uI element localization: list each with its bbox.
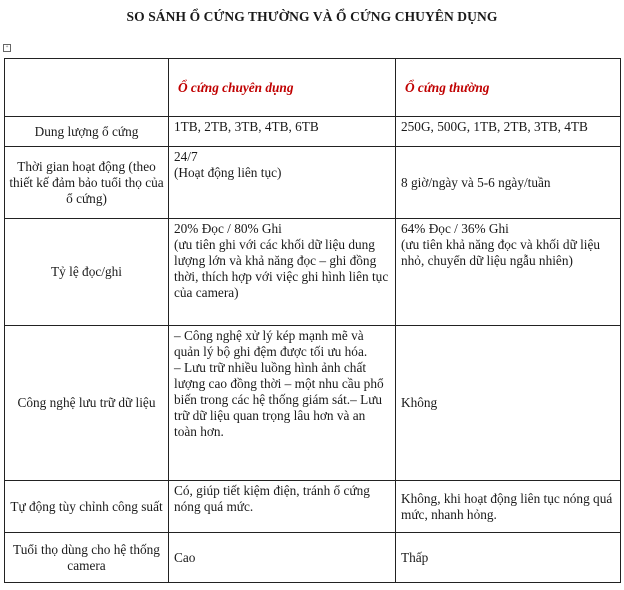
specialized-capacity: 1TB, 2TB, 3TB, 4TB, 6TB — [169, 117, 396, 147]
regular-ratio-note: (ưu tiên khả năng đọc và khối dữ liệu nhỏ, chuyển dữ liệu ngẫu nhiên) — [401, 237, 601, 268]
specialized-operating-time-note: (Hoạt động liên tục) — [174, 165, 282, 180]
regular-ratio-value: 64% Đọc / 36% Ghi — [401, 221, 509, 236]
regular-operating-time: 8 giờ/ngày và 5-6 ngày/tuần — [396, 147, 621, 219]
header-empty-cell — [5, 59, 169, 117]
specialized-lifespan: Cao — [169, 533, 396, 583]
criterion-operating-time: Thời gian hoạt động (theo thiết kế đảm bảo tuổi thọ của ổ cứng) — [5, 147, 169, 219]
specialized-operating-time — [169, 147, 396, 219]
header-regular: Ổ cứng thường — [396, 59, 621, 117]
regular-auto-power: Không, khi hoạt động liên tục nóng quá mức, nhanh hỏng. — [396, 481, 621, 533]
criterion-capacity: Dung lượng ổ cứng — [5, 117, 169, 147]
specialized-auto-power: Có, giúp tiết kiệm điện, tránh ổ cứng nóng quá mức. — [169, 481, 396, 533]
specialized-read-write-ratio — [169, 219, 396, 326]
table-row — [5, 326, 621, 481]
table-row — [5, 219, 621, 326]
table-row — [5, 117, 621, 147]
specialized-tech-point-2: – Lưu trữ nhiều luồng hình ảnh chất lượng cao đồng thời – một nhu cầu phổ biến trong các hệ thống giám sát.– Lưu trữ dữ liệu quan trọng lâu hơn và an toàn hơn. — [174, 360, 384, 439]
specialized-ratio-note: (ưu tiên ghi với các khối dữ liệu dung lượng lớn và khả năng đọc – ghi đồng thời, thích hợp với việc ghi hình liên tục của camera) — [174, 237, 389, 300]
specialized-tech-point-1: – Công nghệ xử lý kép mạnh mẽ và quản lý bộ ghi đệm được tối ưu hóa. — [174, 328, 368, 359]
regular-read-write-ratio — [396, 219, 621, 326]
criterion-read-write-ratio: Tỷ lệ đọc/ghi — [5, 219, 169, 326]
regular-storage-technology: Không — [396, 326, 621, 481]
criterion-storage-technology: Công nghệ lưu trữ dữ liệu — [5, 326, 169, 481]
criterion-auto-power: Tự động tùy chỉnh công suất — [5, 481, 169, 533]
document-title: SO SÁNH Ổ CỨNG THƯỜNG VÀ Ổ CỨNG CHUYÊN DỤNG — [126, 9, 498, 24]
comparison-table — [4, 58, 621, 583]
table-row — [5, 533, 621, 583]
specialized-storage-technology — [169, 326, 396, 481]
specialized-ratio-value: 20% Đọc / 80% Ghi — [174, 221, 282, 236]
specialized-operating-time-value: 24/7 — [174, 149, 198, 164]
table-row — [5, 481, 621, 533]
header-specialized: Ổ cứng chuyên dụng — [169, 59, 396, 117]
criterion-lifespan: Tuổi thọ dùng cho hệ thống camera — [5, 533, 169, 583]
table-row — [5, 147, 621, 219]
table-move-handle-icon[interactable]: + — [3, 44, 11, 52]
table-header-row — [5, 59, 621, 117]
regular-capacity: 250G, 500G, 1TB, 2TB, 3TB, 4TB — [396, 117, 621, 147]
regular-lifespan: Thấp — [396, 533, 621, 583]
